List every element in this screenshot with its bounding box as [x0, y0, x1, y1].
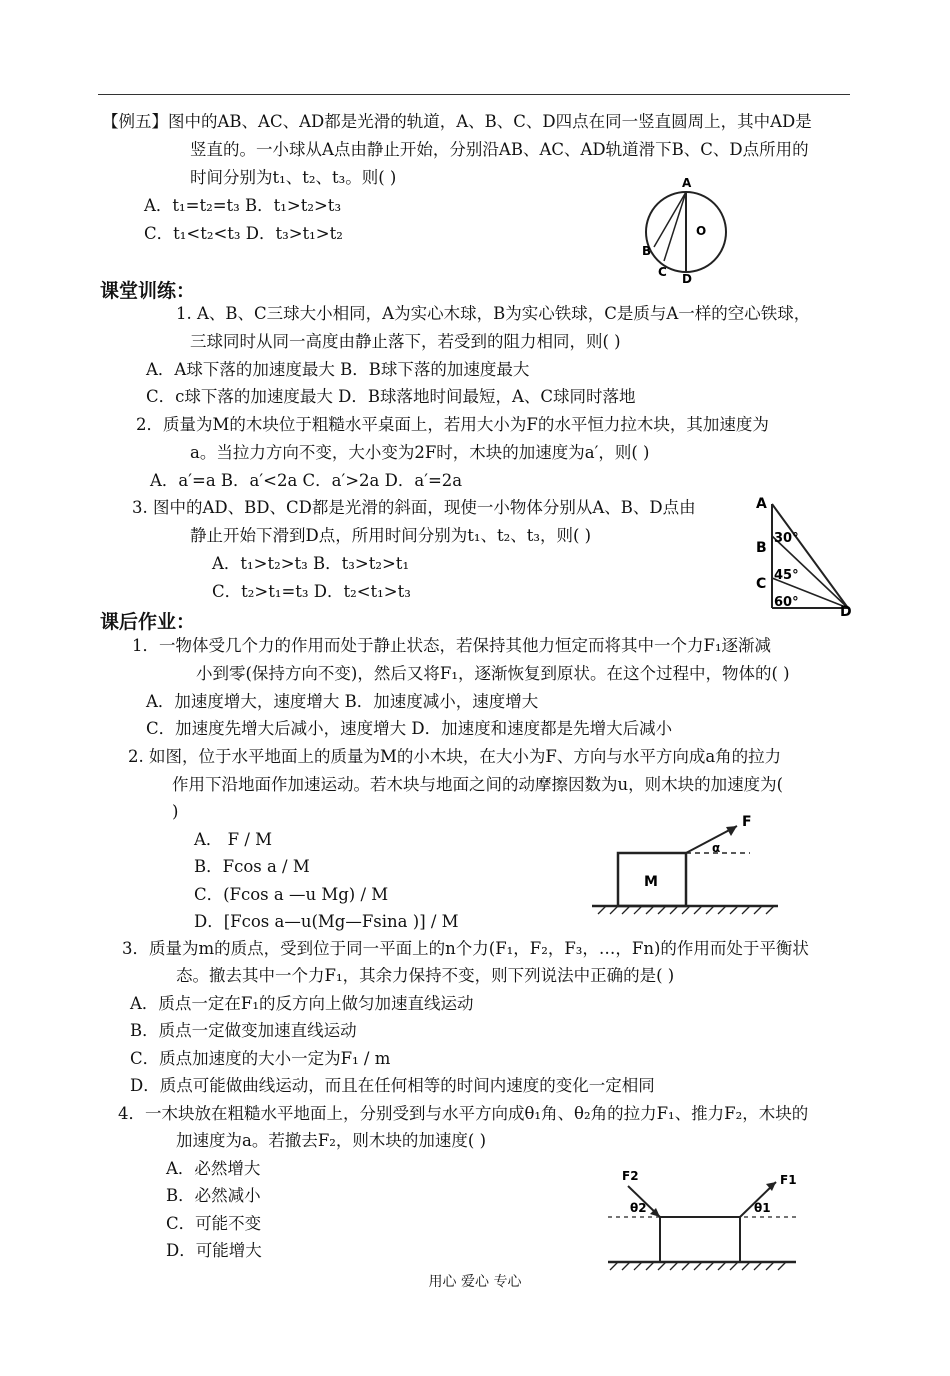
- homework-q3-line1: 3．质量为m的质点，受到位于同一平面上的n个力(F₁，F₂，F₃，…，Fn)的作用而处于平衡状: [122, 939, 809, 958]
- angle-60-label: 60°: [774, 595, 799, 610]
- point-d-label: D: [840, 604, 852, 620]
- homework-q2-option-a: A． F / M: [194, 830, 273, 849]
- homework-q3-option-d: D．质点可能做曲线运动，而且在任何相等的时间内速度的变化一定相同: [130, 1076, 655, 1095]
- point-d-label: D: [682, 272, 692, 286]
- force-f2-label: F2: [622, 1169, 639, 1183]
- classroom-q3-options-cd: C．t₂>t₁=t₃ D．t₂<t₁>t₃: [212, 582, 411, 601]
- point-c-label: C: [658, 265, 667, 279]
- classroom-heading: 课堂训练：: [100, 280, 196, 302]
- classroom-q3-line1: 3. 图中的AD、BD、CD都是光滑的斜面，现使一小物体分别从A、B、D点由: [132, 498, 696, 517]
- force-f1-label: F1: [780, 1173, 797, 1187]
- angle-45-label: 45°: [774, 568, 799, 583]
- homework-q2-line3: ): [172, 802, 179, 821]
- homework-q2-option-c: C．(Fcos a —u Mg) / M: [194, 885, 389, 904]
- angle-30-label: 30°: [774, 531, 799, 546]
- block-m-label: M: [644, 874, 658, 890]
- example5-line2: 竖直的。一小球从A点由静止开始，分别沿AB、AC、AD轨道滑下B、C、D点所用的: [190, 140, 809, 159]
- example5-line1: 【例五】图中的AB、AC、AD都是光滑的轨道，A、B、C、D四点在同一竖直圆周上，其中AD是: [102, 112, 812, 131]
- classroom-q2-line2: a。当拉力方向不变，大小变为2F时，木块的加速度为a′，则( ): [190, 443, 650, 462]
- point-a-label: A: [682, 176, 692, 190]
- classroom-q3-line2: 静止开始下滑到D点，所用时间分别为t₁、t₂、t₃，则( ): [190, 526, 592, 545]
- header-rule: [98, 94, 850, 95]
- point-a-label: A: [756, 496, 767, 512]
- classroom-q2-line1: 2．质量为M的木块位于粗糙水平桌面上，若用大小为F的水平恒力拉木块，其加速度为: [136, 415, 769, 434]
- example5-line3: 时间分别为t₁、t₂、t₃。则( ): [190, 168, 397, 187]
- track-ab: [654, 192, 686, 247]
- block-pull-figure: [592, 810, 782, 915]
- classroom-q3-options-ab: A．t₁>t₂>t₃ B．t₃>t₂>t₁: [212, 554, 410, 573]
- track-ac: [664, 192, 686, 261]
- center-o-label: O: [696, 224, 707, 238]
- angle-theta2-label: θ2: [630, 1201, 647, 1215]
- classroom-q1-options-cd: C．c球下落的加速度最大 D．B球落地时间最短，A、C球同时落地: [146, 387, 636, 406]
- homework-q3-option-b: B．质点一定做变加速直线运动: [130, 1021, 357, 1040]
- two-forces-figure: [600, 1160, 800, 1270]
- footer-text: 用心 爱心 专心: [428, 1274, 522, 1290]
- homework-q2-option-b: B．Fcos a / M: [194, 857, 310, 876]
- force-f-label: F: [742, 814, 752, 830]
- point-c-label: C: [756, 576, 767, 592]
- point-b-label: B: [642, 244, 652, 258]
- angle-alpha-label: α: [712, 841, 721, 855]
- homework-q4-line1: 4．一木块放在粗糙水平地面上，分别受到与水平方向成θ₁角、θ₂角的拉力F₁、推力F₂，木块的: [118, 1104, 809, 1123]
- classroom-q1-line1: 1. A、B、C三球大小相同，A为实心木球，B为实心铁球，C是质与A一样的空心铁球，: [176, 304, 811, 323]
- homework-q4-option-a: A．必然增大: [166, 1159, 261, 1178]
- inclines-figure: [752, 490, 857, 620]
- homework-q4-line2: 加速度为a。若撤去F₂，则木块的加速度( ): [176, 1131, 487, 1150]
- homework-q2-line2: 作用下沿地面作加速运动。若木块与地面之间的动摩擦因数为u，则木块的加速度为(: [172, 775, 784, 794]
- homework-q1-options-ab: A．加速度增大，速度增大 B．加速度减小，速度增大: [146, 692, 539, 711]
- point-b-label: B: [756, 540, 767, 556]
- circle-track-figure: [640, 175, 730, 285]
- homework-q2-line1: 2. 如图，位于水平地面上的质量为M的小木块，在大小为F、方向与水平方向成a角的拉力: [128, 747, 782, 766]
- homework-q1-line1: 1．一物体受几个力的作用而处于静止状态，若保持其他力恒定而将其中一个力F₁逐渐减: [132, 636, 772, 655]
- classroom-q1-options-ab: A．A球下落的加速度最大 B．B球下落的加速度最大: [146, 360, 530, 379]
- homework-q3-option-a: A．质点一定在F₁的反方向上做匀加速直线运动: [130, 994, 474, 1013]
- homework-q4-option-c: C．可能不变: [166, 1214, 262, 1233]
- example5-options-ab: A．t₁=t₂=t₃ B．t₁>t₂>t₃: [144, 196, 342, 215]
- homework-q3-line2: 态。撤去其中一个力F₁，其余力保持不变，则下列说法中正确的是( ): [176, 966, 675, 985]
- wood-block: [660, 1217, 740, 1262]
- homework-q4-option-d: D．可能增大: [166, 1241, 262, 1260]
- classroom-q2-options: A．a′=a B．a′<2a C．a′>2a D．a′=2a: [150, 471, 463, 490]
- homework-q1-options-cd: C．加速度先增大后减小，速度增大 D．加速度和速度都是先增大后减小: [146, 719, 673, 738]
- homework-q1-line2: 小到零(保持方向不变)，然后又将F₁，逐渐恢复到原状。在这个过程中，物体的( ): [196, 664, 790, 683]
- example5-options-cd: C．t₁<t₂<t₃ D．t₃>t₁>t₂: [144, 224, 343, 243]
- homework-q3-option-c: C．质点加速度的大小一定为F₁ / m: [130, 1049, 391, 1068]
- classroom-q1-line2: 三球同时从同一高度由静止落下，若受到的阻力相同，则( ): [190, 332, 621, 351]
- angle-theta1-label: θ1: [754, 1201, 771, 1215]
- homework-q4-option-b: B．必然减小: [166, 1186, 261, 1205]
- homework-heading: 课后作业：: [100, 611, 196, 633]
- homework-q2-option-d: D．[Fcos a—u(Mg—Fsina )] / M: [194, 912, 459, 931]
